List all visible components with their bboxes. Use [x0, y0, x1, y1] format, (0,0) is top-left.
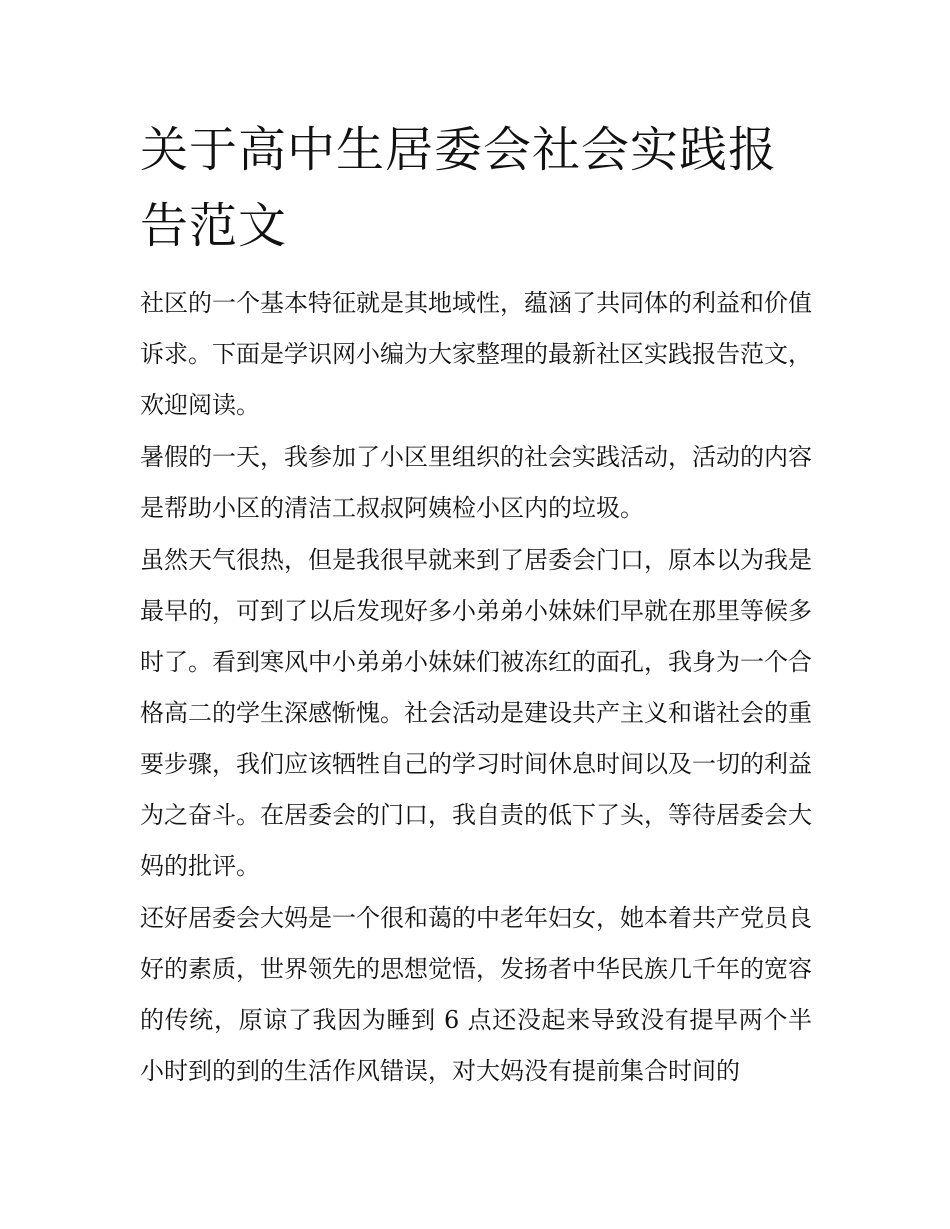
document-title: 关于高中生居委会社会实践报告范文 — [140, 122, 778, 254]
document-body — [140, 278, 812, 1098]
paragraph-summer-day: 暑假的一天，我参加了小区里组织的社会实践活动，活动的内容是帮助小区的清洁工叔叔阿姨检小区内的垃圾。 — [140, 443, 812, 522]
paragraph-committee-auntie: 还好居委会大妈是一个很和蔼的中老年妇女，她本着共产党员良好的素质，世界领先的思想觉悟，发扬者中华民族几千年的宽容的传统，原谅了我因为睡到 6 点还没起来导致没有提早两个半小时到的到的生活作风错误，对大妈没有提前集合时间的 — [140, 904, 812, 1085]
paragraph-intro: 社区的一个基本特征就是其地域性，蕴涵了共同体的利益和价值诉求。下面是学识网小编为大家整理的最新社区实践报告范文，欢迎阅读。 — [140, 289, 812, 419]
paragraph-arrival: 虽然天气很热，但是我很早就来到了居委会门口，原本以为我是最早的，可到了以后发现好多小弟弟小妹妹们早就在那里等候多时了。看到寒风中小弟弟小妹妹们被冻红的面孔，我身为一个合格高二的学生深感惭愧。社会活动是建设共产主义和谐社会的重要步骤，我们应该牺牲自己的学习时间休息时间以及一切的利益为之奋斗。在居委会的门口，我自责的低下了头，等待居委会大妈的批评。 — [140, 546, 812, 880]
